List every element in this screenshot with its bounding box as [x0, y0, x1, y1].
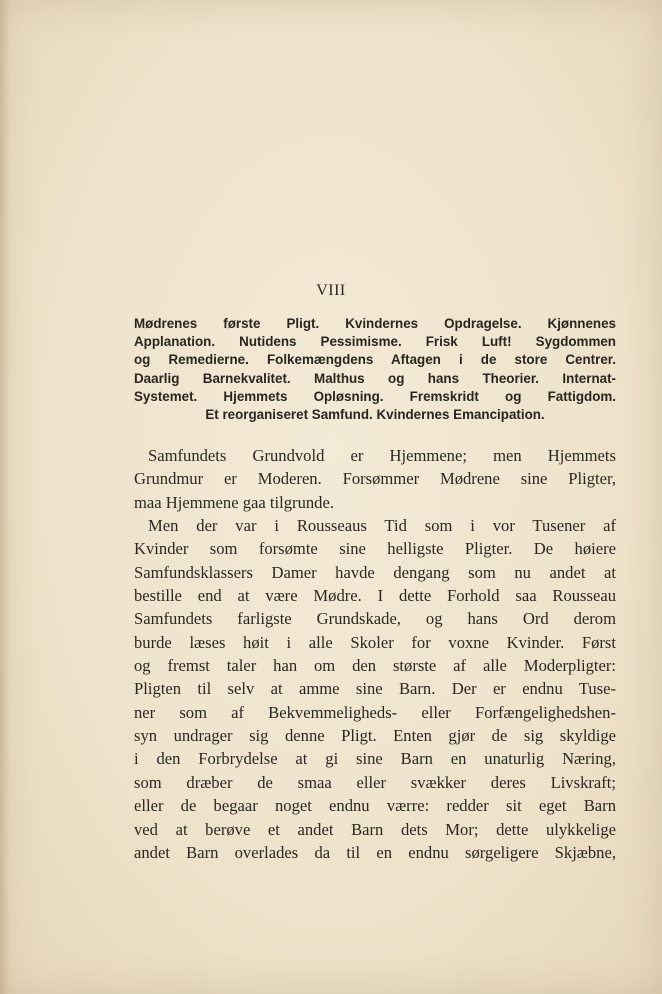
- body-line: Samfundets Grundvold er Hjemmene; men Hjemmets: [148, 446, 616, 465]
- body-line: maa Hjemmene gaa tilgrunde.: [134, 492, 334, 512]
- body-line: ner som af Bekvemmeligheds- eller Forfængelighedshen-: [134, 702, 616, 722]
- body-text: [134, 444, 616, 864]
- page-edge-shadow: [0, 0, 10, 994]
- summary-line: Systemet. Hjemmets Opløsning. Fremskridt og Fattigdom.: [134, 388, 616, 404]
- body-line: Grundmur er Moderen. Forsømmer Mødrene sine Pligter,: [134, 469, 616, 489]
- body-line: ved at berøve et andet Barn dets Mor; dette ulykkelige: [134, 819, 616, 839]
- body-line: andet Barn overlades da til en endnu sørgeligere Skjæbne,: [134, 842, 616, 862]
- summary-line: Daarlig Barnekvalitet. Malthus og hans Theorier. Internat-: [134, 370, 616, 386]
- summary-line: Et reorganiseret Samfund. Kvindernes Emancipation.: [205, 406, 545, 422]
- body-line: Samfundets farligste Grundskade, og hans Ord derom: [134, 609, 616, 629]
- body-line: syn undrager sig denne Pligt. Enten gjør de sig skyldige: [134, 726, 616, 746]
- body-line: som dræber de smaa eller svækker deres Livskraft;: [134, 772, 616, 792]
- body-line: og fremst taler han om den største af alle Moderpligter:: [134, 656, 616, 676]
- summary-line: Applanation. Nutidens Pessimisme. Frisk Luft! Sygdommen: [134, 334, 616, 350]
- chapter-summary: [134, 315, 616, 424]
- body-line: Kvinder som forsømte sine helligste Pligter. De høiere: [134, 539, 616, 559]
- chapter-number: VIII: [316, 282, 346, 299]
- summary-line: Mødrenes første Pligt. Kvindernes Opdragelse. Kjønnenes: [134, 316, 616, 331]
- body-line: burde læses høit i alle Skoler for voxne Kvinder. Først: [134, 632, 616, 652]
- summary-line: og Remedierne. Folkemængdens Aftagen i de store Centrer.: [134, 352, 616, 368]
- body-line: eller de begaar noget endnu værre: redder sit eget Barn: [134, 796, 616, 816]
- body-line: Pligten til selv at amme sine Barn. Der er endnu Tuse-: [134, 679, 616, 699]
- body-line: i den Forbrydelse at gi sine Barn en unaturlig Næring,: [134, 749, 616, 769]
- body-line: bestille end at være Mødre. I dette Forhold saa Rousseau: [134, 586, 616, 606]
- body-line: Samfundsklassers Damer havde dengang som nu andet at: [134, 562, 616, 582]
- body-line: Men der var i Rousseaus Tid som i vor Tusener af: [148, 516, 616, 536]
